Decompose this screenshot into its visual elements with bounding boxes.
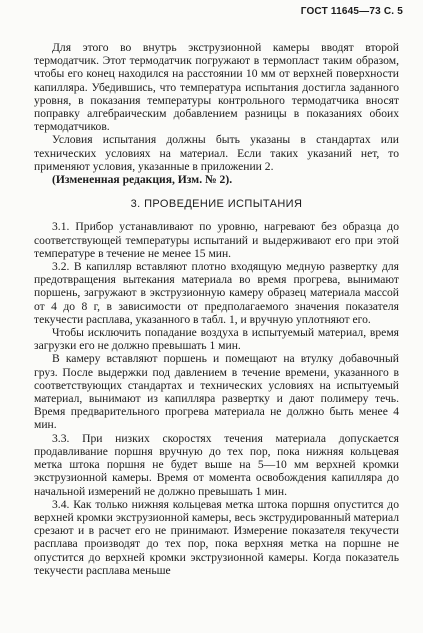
paragraph-3-4: 3.4. Как только нижняя кольцевая метка штока поршня опустится до верхней кромки экструзионной камеры, весь экструдированный материал срезают и в расчет его не принимают. Измерение показателя текучести расплава производят до тех пор, пока верхняя метка на поршне не опустится до верхней кромки экструзионной камеры. Когда показатель текучести расплава меньше bbox=[34, 497, 399, 577]
paragraph-3-3: 3.3. При низких скоростях течения материала допускается продавливание поршня вручную до тех пор, пока нижняя кольцевая метка штока поршня не будет выше на 5—10 мм верхней кромки экструзионной камеры. Время от момента освобождения капилляра до начальной измерений не должно превышать 1 мин. bbox=[34, 431, 399, 498]
paragraph-air: Чтобы исключить попадание воздуха в испытуемый материал, время загрузки его не должно превышать 1 мин. bbox=[34, 326, 399, 353]
paragraph-piston: В камеру вставляют поршень и помещают на втулку добавочный груз. После выдержки под давлением в течение времени, указанного в соответствующих стандартах и технических условиях на испытуемый материал, вынимают из капилляра развертку и дают полимеру течь. Время предварительного прогрева материала не должно быть менее 4 мин. bbox=[34, 352, 399, 432]
paragraph-3-2: 3.2. В капилляр вставляют плотно входящую медную развертку для предотвращения вытекания материала во время прогрева, вынимают поршень, загружают в экструзионную камеру образец материала массой от 4 до 8 г, в зависимости от предполагаемого значения показателя текучести расплава, указанного в табл. 1, и вручную уплотняют его. bbox=[34, 260, 399, 326]
section-title: 3. ПРОВЕДЕНИЕ ИСПЫТАНИЯ bbox=[130, 198, 303, 211]
paragraph-3-1: 3.1. Прибор устанавливают по уровню, нагревают без образца до соответствующей температуры испытаний и выдерживают его при этой температуре в течение не менее 15 мин. bbox=[34, 220, 399, 260]
page-body bbox=[34, 41, 399, 577]
page-header: ГОСТ 11645—73 С. 5 bbox=[300, 6, 403, 17]
paragraph-intro-2: Условия испытания должны быть указаны в стандартах или технических условиях на материал. Если таких указаний нет, то применяют условия, указанные в приложении 2. bbox=[34, 133, 399, 173]
paragraph-intro-1: Для этого во внутрь экструзионной камеры вводят второй термодатчик. Этот термодатчик погружают в термопласт таким образом, чтобы его конец находился на расстоянии 10 мм от верхней поверхности капилляра. Убедившись, что температура испытания достигла заданного уровня, в показания температуры контрольного термодатчика вносят поправку алгебраическим добавлением разницы в показаниях обоих термодатчиков. bbox=[34, 41, 399, 134]
amendment-note: (Измененная редакция, Изм. № 2). bbox=[52, 173, 233, 187]
